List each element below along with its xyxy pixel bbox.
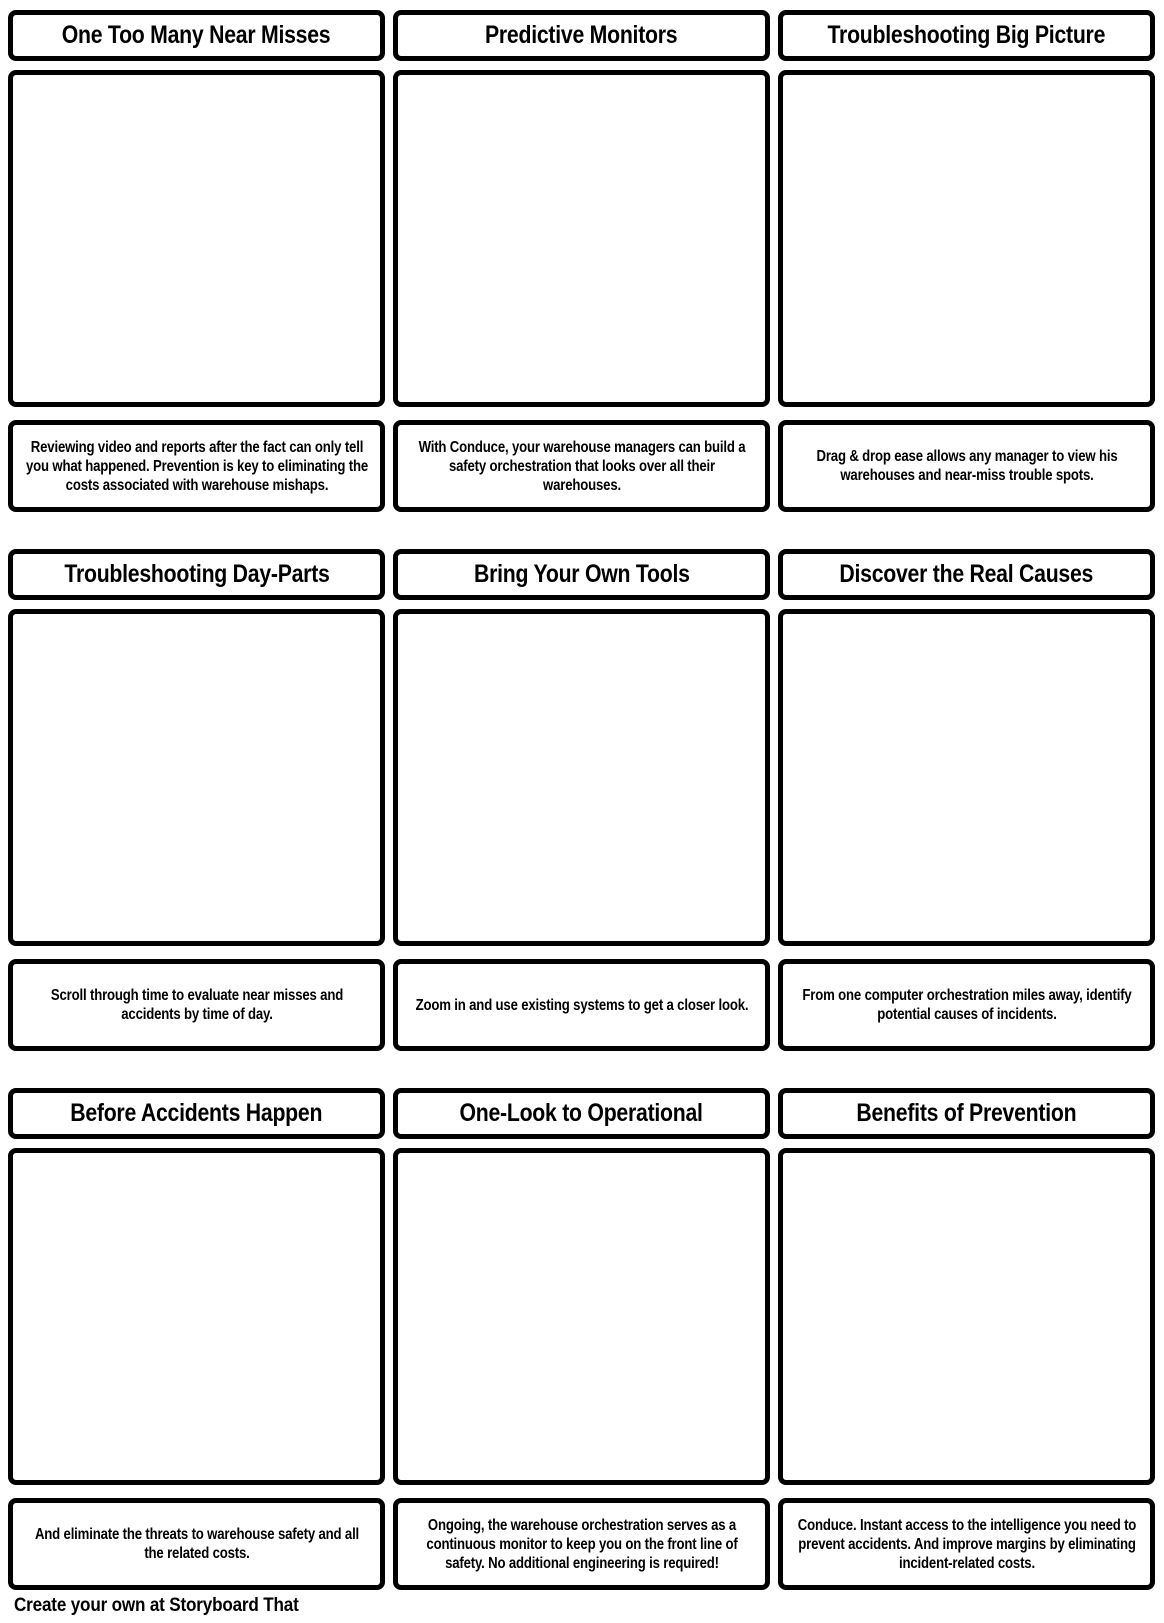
cell-image-placeholder [778,609,1155,946]
cell-image-placeholder [8,70,385,407]
cell-title: Before Accidents Happen [70,1099,323,1127]
storyboard-cell [8,10,385,512]
storyboard-cell [778,1088,1155,1590]
cell-description: With Conduce, your warehouse managers can build a safety orchestration that looks over all their warehouses. [418,438,745,494]
cell-description-box [8,1498,385,1590]
cell-description: Ongoing, the warehouse orchestration serves as a continuous monitor to keep you on the front line of safety. No additional engineering is required! [425,1516,738,1572]
cell-description: Drag & drop ease allows any manager to view his warehouses and near-miss trouble spots. [815,448,1117,484]
cell-description-box [393,1498,770,1590]
cell-title-box [8,549,385,600]
cell-title: One-Look to Operational [459,1099,704,1127]
cell-description-box [778,1498,1155,1590]
cell-title-box [393,10,770,61]
cell-title-box [778,549,1155,600]
cell-description: Zoom in and use existing systems to get a closer look. [415,996,748,1014]
cell-description: Scroll through time to evaluate near misses and accidents by time of day. [50,987,343,1023]
cell-title-box [393,549,770,600]
cell-image-placeholder [778,70,1155,407]
cell-description-box [393,959,770,1051]
footer [14,1595,1164,1617]
cell-title-box [778,1088,1155,1139]
cell-image-placeholder [8,609,385,946]
storyboard-cell [393,1088,770,1590]
footer-credit-link[interactable]: Create your own at Storyboard That [14,1595,299,1616]
storyboard-cell [393,10,770,512]
cell-title: Troubleshooting Day-Parts [63,560,330,588]
storyboard-cell [778,10,1155,512]
storyboard-cell [8,1088,385,1590]
cell-title: Predictive Monitors [485,21,678,49]
cell-title-box [778,10,1155,61]
cell-description-box [8,420,385,512]
cell-title-box [393,1088,770,1139]
cell-title: One Too Many Near Misses [62,21,331,49]
cell-title-box [8,10,385,61]
cell-description-box [8,959,385,1051]
cell-description: Reviewing video and reports after the fact can only tell you what happened. Prevention is key to eliminating the costs associated with warehouse mishaps. [25,438,368,494]
cell-description: From one computer orchestration miles away, identify potential causes of incidents. [801,987,1132,1023]
cell-description-box [778,420,1155,512]
cell-image-placeholder [393,70,770,407]
cell-image-placeholder [393,1148,770,1485]
storyboard-cell [8,549,385,1051]
cell-image-placeholder [778,1148,1155,1485]
cell-description: Conduce. Instant access to the intelligence you need to prevent accidents. And improve margins by eliminating incident-related costs. [797,1516,1136,1572]
storyboard-cell [393,549,770,1051]
cell-title: Benefits of Prevention [856,1099,1077,1127]
cell-title: Discover the Real Causes [839,560,1094,588]
cell-description: And eliminate the threats to warehouse safety and all the related costs. [34,1526,359,1562]
cell-title: Troubleshooting Big Picture [827,21,1106,49]
storyboard-cell [778,549,1155,1051]
cell-image-placeholder [393,609,770,946]
cell-image-placeholder [8,1148,385,1485]
cell-description-box [778,959,1155,1051]
cell-title: Bring Your Own Tools [473,560,690,588]
cell-description-box [393,420,770,512]
cell-title-box [8,1088,385,1139]
